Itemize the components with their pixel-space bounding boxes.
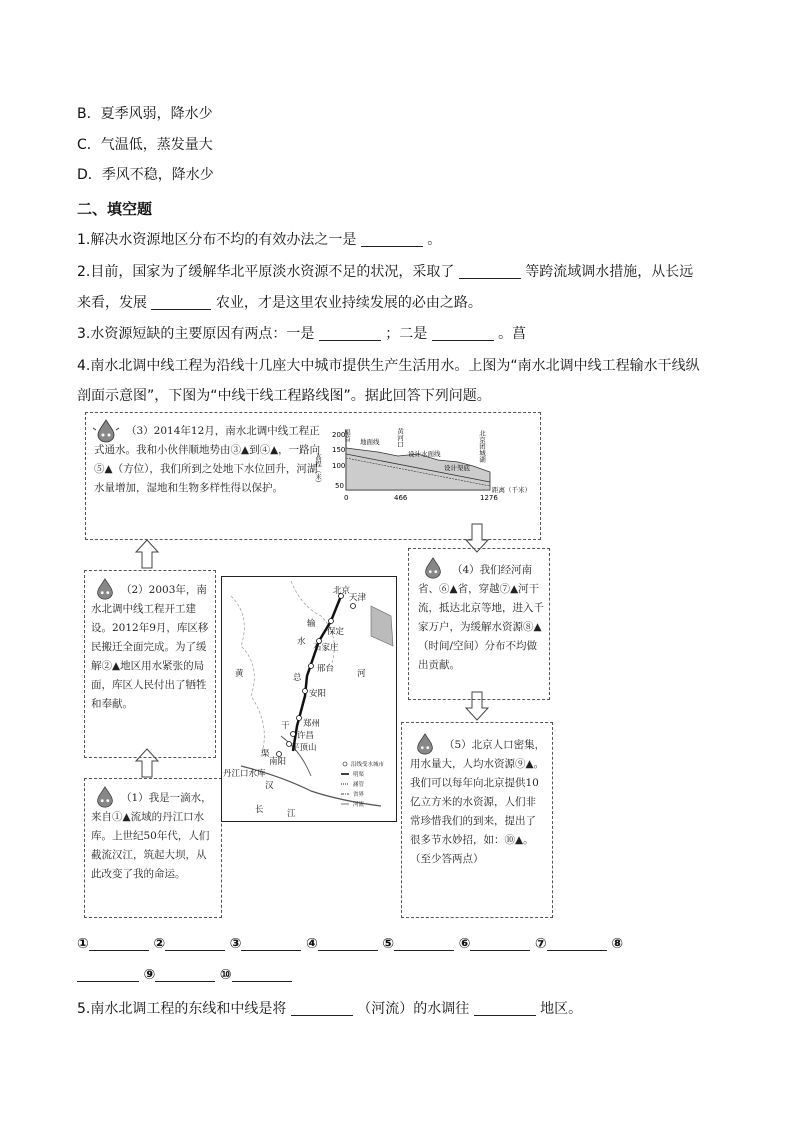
city-xuchang: 许昌 <box>297 731 315 741</box>
city-beijing: 北京 <box>333 586 351 596</box>
y-axis-label: 高程（米） <box>314 454 322 487</box>
end-label: 北京团城湖 <box>478 430 486 463</box>
question-1 <box>77 229 441 249</box>
answer-row-2 <box>77 967 292 983</box>
q5-blank-1[interactable] <box>291 1001 353 1016</box>
q2-text-4: 农业，才是这里农业持续发展的必由之路。 <box>215 295 482 311</box>
design-water-label: 设计水面线 <box>408 450 441 458</box>
river-huang: 黄 <box>235 669 244 679</box>
question-4-line2: 剖面示意图”，下图为“中线干线工程路线图”。据此回答下列问题。 <box>77 388 491 404</box>
question-3 <box>77 323 526 343</box>
box-2-text: （2）2003年，南水北调中线工程开工建设。2012年9月，库区移民搬迁全面完成。为了缓解②▲地区用水紧张的局面，库区人民付出了牺牲和奉献。 <box>91 584 209 710</box>
answer-num-7: ⑦ <box>534 936 547 952</box>
city-nanyang: 南阳 <box>269 757 287 767</box>
x-tick-466: 466 <box>394 494 408 502</box>
ground-line-label: 地面线 <box>360 438 380 446</box>
canal-char-5: 渠 <box>261 749 270 759</box>
q1-text: 1.解决水资源地区分布不均的有效办法之一是 <box>77 232 357 248</box>
city-xingtai: 邢台 <box>317 664 335 674</box>
city-pingdingshan: 平顶山 <box>291 743 317 753</box>
yellow-river-label: 黄河口 <box>396 428 404 448</box>
canal-char-3: 总 <box>293 673 302 683</box>
answer-row-1 <box>77 936 623 952</box>
q2-blank-1[interactable] <box>459 264 521 279</box>
answer-blank-10[interactable] <box>232 967 292 982</box>
q1-blank[interactable] <box>361 232 423 247</box>
q3-text-1: 3.水资源短缺的主要原因有两点：一是 <box>77 326 315 342</box>
city-anyang: 安阳 <box>309 689 327 699</box>
q2-blank-2[interactable] <box>151 295 211 310</box>
legend-canal: 明渠 <box>353 772 365 778</box>
city-baoding: 保定 <box>327 627 345 637</box>
canal-char-4: 干 <box>281 721 290 731</box>
q3-text-3: 。菖 <box>498 326 527 342</box>
answer-blank-6[interactable] <box>470 936 530 951</box>
question-4-line1: 4.南水北调中线工程为沿线十几座大中城市提供生产生活用水。上图为“南水北调中线工程输水干线纵 <box>77 358 700 374</box>
legend-pipe: 涵管 <box>353 782 365 788</box>
answer-num-2: ② <box>153 936 166 952</box>
q2-text-2: 等跨流域调水措施，从长远 <box>525 264 694 280</box>
city-tianjin: 天津 <box>349 593 367 603</box>
answer-num-8: ⑧ <box>611 936 624 952</box>
city-zhengzhou: 郑州 <box>303 719 321 729</box>
question-5 <box>77 998 582 1018</box>
river-chang: 长 <box>255 805 264 815</box>
legend-river: 河流 <box>353 802 365 808</box>
x-axis-label: 距离（千米） <box>492 486 531 494</box>
river-he: 河 <box>357 669 366 679</box>
answer-blank-4[interactable] <box>318 936 378 951</box>
answer-blank-9[interactable] <box>155 967 215 982</box>
answer-num-4: ④ <box>305 936 318 952</box>
design-canal-label: 设计渠底 <box>444 464 470 472</box>
y-tick-50: 50 <box>335 482 344 490</box>
y-tick-150: 150 <box>332 446 346 454</box>
route-map <box>221 576 397 822</box>
canal-char-1: 输 <box>307 619 316 629</box>
question-2-line2 <box>77 292 482 312</box>
q3-blank-1[interactable] <box>319 326 381 341</box>
answer-blank-8[interactable] <box>77 967 139 982</box>
y-tick-100: 100 <box>332 462 346 470</box>
q5-text-3: 地区。 <box>540 1001 583 1017</box>
q3-text-2: ；二是 <box>385 326 428 342</box>
arrow-up-icon <box>134 538 160 570</box>
river-han: 汉 <box>265 781 274 791</box>
legend-city: 沿线受水城市 <box>351 762 385 768</box>
answer-blank-7[interactable] <box>547 936 607 951</box>
box-1-text: （1）我是一滴水，来自①▲流域的丹江口水库。上世纪50年代，人们截流汉江，筑起大坝，从此改变了我的命运。 <box>91 792 212 880</box>
answer-num-9: ⑨ <box>143 967 156 983</box>
answer-blank-2[interactable] <box>165 936 225 951</box>
box-5-text: （5）北京人口密集，用水量大，人均水资源⑨▲。我们可以每年向北京提供10亿立方米的水资源，人们非常珍惜我们的到来，提出了很多节水妙招，如：⑩▲。（至少答两点） <box>410 739 546 865</box>
q3-blank-2[interactable] <box>432 326 494 341</box>
city-shijiazhuang: 石家庄 <box>313 643 339 653</box>
legend-border: 省界 <box>353 792 365 798</box>
answer-blank-5[interactable] <box>394 936 454 951</box>
question-2-line1 <box>77 261 693 281</box>
box-4-text: （4）我们经河南省、⑥▲省，穿越⑦▲河干流，抵达北京等地，进入千家万户，为缓解水资源⑧▲（时间/空间）分布不均做出贡献。 <box>418 564 544 671</box>
q1-end: 。 <box>427 232 442 248</box>
start-label: 渠首 <box>343 429 351 442</box>
answer-num-3: ③ <box>229 936 242 952</box>
x-tick-0: 0 <box>344 494 349 502</box>
option-c: C．气温低，蒸发量大 <box>77 137 213 153</box>
canal-char-2: 水 <box>297 637 306 647</box>
answer-num-10: ⑩ <box>219 967 232 983</box>
q5-text-2: （河流）的水调往 <box>357 1001 470 1017</box>
answer-blank-1[interactable] <box>89 936 149 951</box>
y-tick-200: 200 <box>332 431 346 439</box>
profile-chart <box>314 424 536 512</box>
box-3-text: （3）2014年12月，南水北调中线工程正式通水。我和小伙伴顺地势由③▲到④▲，一路向⑤▲（方位），我们所到之处地下水位回升，河湖水量增加，湿地和生物多样性得以保护。 <box>94 425 321 494</box>
option-d: D．季风不稳，降水少 <box>77 167 214 183</box>
option-b: B．夏季风弱，降水少 <box>77 106 213 122</box>
q2-text-3: 来看，发展 <box>77 295 147 311</box>
q5-blank-2[interactable] <box>474 1001 536 1016</box>
danjiangkou-reservoir: 丹江口水库 <box>223 769 266 779</box>
river-jiang: 江 <box>287 809 296 819</box>
answer-num-5: ⑤ <box>382 936 395 952</box>
answer-num-6: ⑥ <box>458 936 471 952</box>
q5-text-1: 5.南水北调工程的东线和中线是将 <box>77 1001 287 1017</box>
section-title: 二、填空题 <box>77 200 153 218</box>
answer-num-1: ① <box>77 936 89 952</box>
x-tick-1276: 1276 <box>480 494 498 502</box>
q2-text-1: 2.目前，国家为了缓解华北平原淡水资源不足的状况，采取了 <box>77 264 455 280</box>
answer-blank-3[interactable] <box>241 936 301 951</box>
